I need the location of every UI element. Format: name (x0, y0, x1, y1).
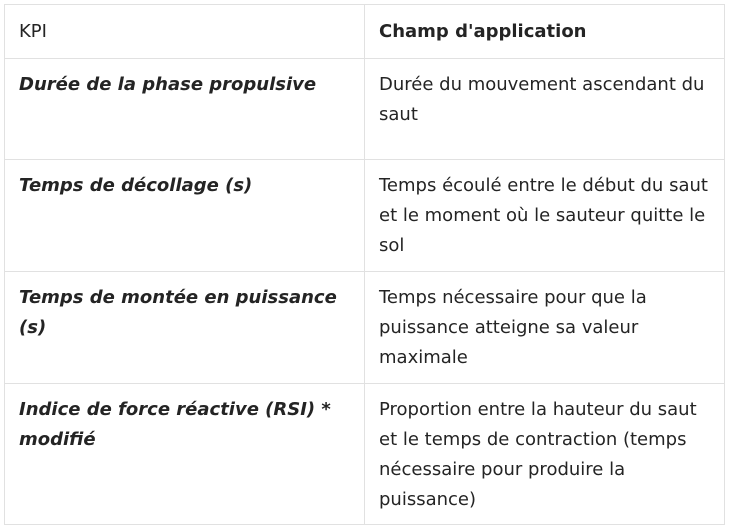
kpi-cell: Temps de montée en puissance (s) (5, 272, 365, 384)
kpi-cell: Durée de la phase propulsive (5, 59, 365, 160)
header-scope: Champ d'application (365, 5, 725, 59)
kpi-cell: Indice de force réactive (RSI) * modifié (5, 384, 365, 525)
scope-cell: Proportion entre la hauteur du saut et le temps de contraction (temps nécessaire pour produire la puissance) (365, 384, 725, 525)
table-header-row (5, 5, 725, 59)
kpi-cell: Temps de décollage (s) (5, 160, 365, 272)
scope-cell: Temps nécessaire pour que la puissance atteigne sa valeur maximale (365, 272, 725, 384)
table-row (5, 59, 725, 160)
scope-cell: Temps écoulé entre le début du saut et le moment où le sauteur quitte le sol (365, 160, 725, 272)
scope-cell: Durée du mouvement ascendant du saut (365, 59, 725, 160)
kpi-table (4, 4, 725, 525)
header-kpi: KPI (5, 5, 365, 59)
table-row (5, 160, 725, 272)
table-row (5, 272, 725, 384)
table-row (5, 384, 725, 525)
